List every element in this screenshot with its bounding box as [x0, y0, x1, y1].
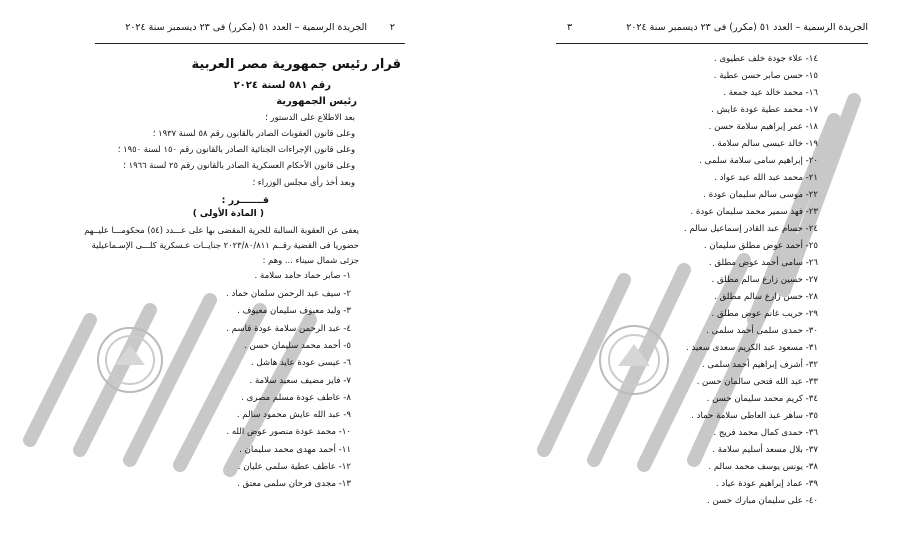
- article-text-line: يعفى عن العقوبة السالبة للحرية المقضى بها على عـــدد (٥٤) محكومـــا عليــهم: [84, 225, 359, 235]
- decree-title: قرار رئيس جمهورية مصر العربية: [191, 57, 401, 72]
- name-list-item: ٢٢- موسى سالم سليمان عودة .: [703, 190, 818, 200]
- name-list-item: ٣٨- يونس يوسف محمد سالم .: [708, 462, 818, 472]
- name-list-item: ٣٤- كريم محمد سليمان حسن .: [706, 394, 818, 404]
- name-list-item: ٨- عاطف عودة مسلم مصرى .: [241, 393, 351, 403]
- name-list-item: ١٨- عمر إبراهيم سلامة حسن .: [708, 122, 818, 132]
- decided-heading: قـــــــرر :: [221, 195, 269, 206]
- name-list-item: ٤- عبد الرحمن سلامة عودة قاسم .: [226, 324, 351, 334]
- header-title: الجريدة الرسمية – العدد ٥١ (مكرر) فى ٢٣ ديسمبر سنة ٢٠٢٤: [626, 22, 868, 33]
- header-title: الجريدة الرسمية – العدد ٥١ (مكرر) فى ٢٣ ديسمبر سنة ٢٠٢٤: [125, 22, 367, 33]
- preamble-line: وبعد أخذ رأى مجلس الوزراء ؛: [252, 177, 355, 187]
- name-list-item: ٦- عيسى عودة عايد هاشل .: [250, 358, 351, 368]
- preamble-line: وعلى قانون الأحكام العسكرية الصادر بالقانون رقم ٢٥ لسنة ١٩٦٦ ؛: [123, 160, 355, 170]
- name-list-item: ١١- أحمد مهدى محمد سليمان .: [239, 445, 351, 455]
- page-header: [626, 22, 868, 33]
- name-list-item: ١٩- خالد عيسى سالم سلامة .: [711, 139, 818, 149]
- name-list-item: ٢٤- حسام عبد القادر إسماعيل سالم .: [683, 224, 818, 234]
- name-list-item: ٢٠- إبراهيم سامى سلامة سلمى .: [699, 156, 818, 166]
- name-list-item: ٧- فايز مضيف سعيد سلامة .: [249, 376, 351, 386]
- preamble-line: وعلى قانون العقوبات الصادر بالقانون رقم ٥٨ لسنة ١٩٣٧ ؛: [152, 128, 355, 138]
- name-list-item: ٣٩- عماد إبراهيم عودة عياد .: [715, 479, 818, 489]
- gazette-page-right: [459, 0, 918, 550]
- name-list-item: ٢- سيف عبد الرحمن سلمان حماد .: [225, 289, 351, 299]
- name-list-item: ١٤- علاء جودة خلف عطيوى .: [713, 54, 818, 64]
- name-list-item: ٢٥- أحمد عوض مطلق سليمان .: [703, 241, 818, 251]
- preamble-line: بعد الاطلاع على الدستور ؛: [265, 112, 355, 122]
- name-list-item: ٢١- محمد عبد الله عيد عواد .: [714, 173, 818, 183]
- name-list-item: ٢٨- حسن زارع سالم مطلق .: [714, 292, 818, 302]
- article-text-line: حضوريا فى القضية رقــم ٢٠٢٣/٨٠/٨١١ جنايــات عـسكرية كلـــى الإسـماعيلية: [91, 240, 359, 250]
- name-list-item: ١٣- مجدى فرحان سلمى معتق .: [237, 479, 351, 489]
- preamble-line: وعلى قانون الإجراءات الجنائية الصادر بالقانون رقم ١٥٠ لسنة ١٩٥٠ ؛: [117, 144, 355, 154]
- name-list-item: ١٧- محمد عطية عودة عايش .: [711, 105, 818, 115]
- name-list-item: ١٠- محمد عودة منصور عوض الله .: [226, 427, 351, 437]
- name-list-item: ٤٠- على سليمان مبارك حسن .: [707, 496, 818, 506]
- name-list-item: ٣٣- عبد الله فتحى سالمان حسن .: [696, 377, 818, 387]
- article-text-line: جزئى شمال سيناء ... وهم :: [262, 255, 359, 265]
- name-list-item: ٣٧- بلال مسعد أسليم سلامة .: [712, 445, 818, 455]
- name-list-item: ١٢- عاطف عطية سلمى عليان .: [237, 462, 351, 472]
- name-list-item: ٢٧- حسين زارع سالم مطلق .: [711, 275, 818, 285]
- name-list-item: ٣٢- أشرف إبراهيم أحمد سلمى .: [701, 360, 818, 370]
- page-header: [125, 22, 395, 33]
- name-list-item: ١- صابر حماد حامد سلامة .: [254, 271, 351, 281]
- name-list-item: ٣٦- حمدى كمال محمد فريج .: [713, 428, 818, 438]
- name-list-item: ٥- أحمد محمد سليمان حسن .: [244, 341, 351, 351]
- page-number: ٣: [567, 22, 573, 33]
- header-divider: [95, 43, 405, 44]
- article-heading: ( المادة الأولى ): [192, 209, 264, 219]
- name-list-item: ١٦- محمد خالد عيد جمعة .: [723, 88, 818, 98]
- name-list-item: ٢٩- حريب غانم عوض مطلق .: [711, 309, 818, 319]
- name-list-item: ٢٦- سامى أحمد عوض مطلق .: [708, 258, 818, 268]
- name-list-item: ٣٥- ساهر عبد العاطى سلامة حماد .: [691, 411, 818, 421]
- name-list-item: ٣٠- حمدى سلمى أحمد سلمى .: [706, 326, 818, 336]
- name-list-item: ١٥- حسن صابر حسن عطية .: [713, 71, 818, 81]
- header-divider: [556, 43, 868, 44]
- name-list-item: ٣١- مسعود عبد الكريم سعدى سعيد .: [685, 343, 818, 353]
- name-list-item: ٣- وليد معيوف سليمان معيوف .: [237, 306, 351, 316]
- president-heading: رئيس الجمهورية: [276, 96, 357, 107]
- decree-number: رقم ٥٨١ لسنة ٢٠٢٤: [233, 80, 331, 91]
- page-number: ٢: [389, 22, 395, 33]
- name-list-item: ٩- عبد الله عايش محمود سالم .: [236, 410, 351, 420]
- name-list-item: ٢٣- فهد سمير محمد سليمان عودة .: [690, 207, 818, 217]
